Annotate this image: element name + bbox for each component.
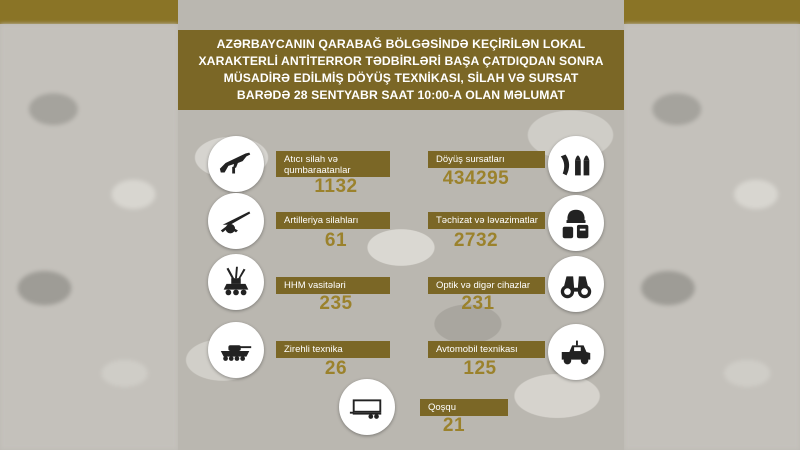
- item-value: 434295: [442, 168, 510, 189]
- background-right: [624, 0, 800, 450]
- title-line: AZƏRBAYCANIN QARABAĞ BÖLGƏSİNDƏ KEÇİRİLƏN LOKAL: [216, 37, 586, 51]
- tank-icon: [208, 322, 264, 378]
- background-camo-left: [0, 24, 178, 450]
- background-left: [0, 0, 178, 450]
- item-label: Avtomobil texnikası: [428, 341, 545, 358]
- item-value: 235: [319, 293, 353, 314]
- item-label: Zirehli texnika: [276, 341, 390, 358]
- item-value: 26: [324, 358, 348, 379]
- background-band-left: [0, 0, 178, 24]
- item-value: 125: [463, 358, 497, 379]
- item-label: Döyüş sursatları: [428, 151, 545, 168]
- title-line: XARAKTERLİ ANTİTERROR TƏDBİRLƏRİ BAŞA ÇATDIQDAN SONRA: [198, 54, 604, 68]
- air-defense-icon: [208, 254, 264, 310]
- item-label-line: Atıcı silah və: [284, 153, 338, 165]
- item-value: 2732: [453, 230, 499, 251]
- title-line: MÜSADİRƏ EDİLMİŞ DÖYÜŞ TEXNİKASI, SİLAH VƏ SURSAT: [223, 71, 579, 85]
- item-label: Qoşqu: [420, 399, 508, 416]
- item-value: 21: [442, 415, 466, 436]
- binoculars-icon: [548, 256, 604, 312]
- supplies-icon: [548, 195, 604, 251]
- item-label: [276, 151, 390, 177]
- item-label: Optik və digər cihazlar: [428, 277, 545, 294]
- item-label: Təchizat və ləvazimatlar: [428, 212, 545, 229]
- background-band-right: [624, 0, 800, 24]
- military-vehicle-icon: [548, 324, 604, 380]
- item-label: Artilleriya silahları: [276, 212, 390, 229]
- rifle-icon: [208, 136, 264, 192]
- item-value: 1132: [314, 176, 358, 197]
- artillery-icon: [208, 193, 264, 249]
- item-label: HHM vasitələri: [276, 277, 390, 294]
- title-line: BARƏDƏ 28 SENTYABR SAAT 10:00-A OLAN MƏLUMAT: [236, 88, 566, 102]
- item-value: 61: [324, 230, 348, 251]
- page-title: [178, 30, 624, 110]
- item-value: 231: [461, 293, 495, 314]
- ammunition-icon: [548, 136, 604, 192]
- item-label-line: qumbaraatanlar: [284, 164, 351, 176]
- background-camo-right: [624, 24, 800, 450]
- infographic-card: [178, 0, 624, 450]
- trailer-icon: [339, 379, 395, 435]
